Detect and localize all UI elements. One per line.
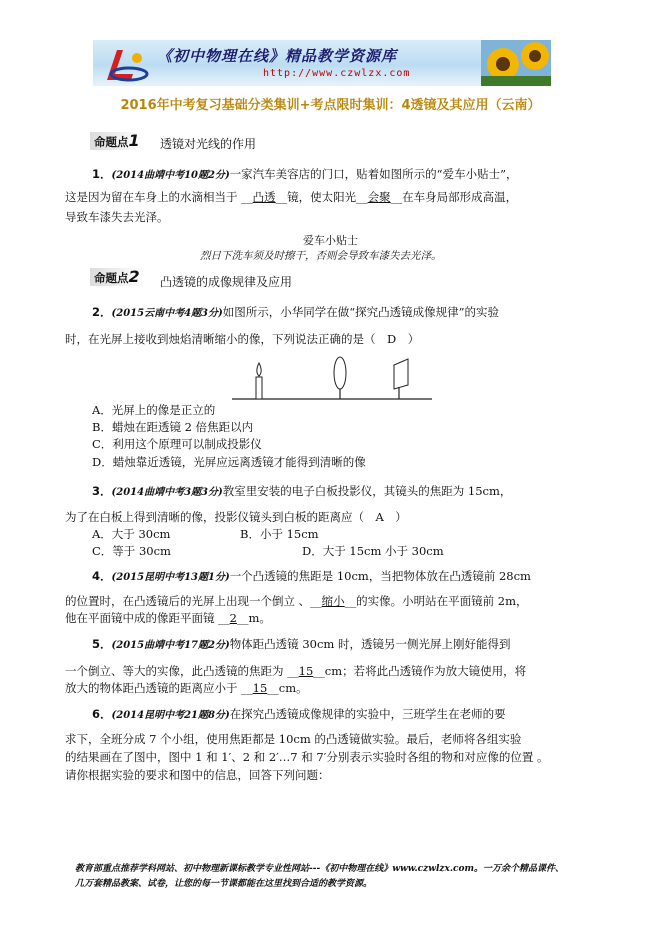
question-5-line-2 xyxy=(65,662,526,680)
question-source: (2015云南中考4题3分) xyxy=(111,308,223,319)
section-tag-number: 2 xyxy=(128,267,140,286)
question-text: 他在平面镜中成的像距平面镜 __ xyxy=(65,611,230,625)
question-text: 一个凸透镜的焦距是 10cm，当把物体放在凸透镜前 28cm xyxy=(229,569,531,583)
question-source: (2015昆明中考13题1分) xyxy=(111,572,230,583)
car-tip-title: 爱车小贴士 xyxy=(303,234,358,247)
question-number: 5． xyxy=(92,637,112,651)
option-c: C．利用这个原理可以制成投影仪 xyxy=(92,437,262,451)
option-a: A．光屏上的像是正立的 xyxy=(92,403,216,417)
option-b: B．小于 15cm xyxy=(240,527,319,541)
question-number: 2． xyxy=(92,305,112,319)
question-3-line-2: 为了在白板上得到清晰的像，投影仪镜头到白板的距离应（ A ） xyxy=(65,510,407,524)
car-tip-text: 烈日下洗车须及时擦干，否则会导致车漆失去光泽。 xyxy=(200,250,442,262)
question-1-line-2 xyxy=(65,188,517,206)
question-1-line-1 xyxy=(92,165,517,185)
question-4-line-2 xyxy=(65,592,528,610)
question-6-line-4: 请你根据实验的要求和图中的信息，回答下列问题： xyxy=(65,768,330,782)
question-2-line-2: 时，在光屏上接收到烛焰清晰缩小的像，下列说法正确的是（ D ） xyxy=(65,332,420,346)
answer-blank: 15 xyxy=(252,681,268,695)
question-number: 6． xyxy=(92,707,112,721)
section-tag-2 xyxy=(90,268,144,286)
candle-icon xyxy=(256,363,262,399)
answer-blank: 2 xyxy=(229,611,237,625)
question-source: (2014曲靖中考3题3分) xyxy=(111,487,223,498)
answer-blank: 凸透 xyxy=(252,190,276,204)
question-1-line-3: 导致车漆失去光泽。 xyxy=(65,210,169,224)
section-heading-1: 透镜对光线的作用 xyxy=(160,137,257,151)
answer-blank: 15 xyxy=(298,664,314,678)
question-text: __镜，使太阳光__ xyxy=(275,190,368,204)
question-2-line-1 xyxy=(92,303,499,323)
question-text: 这是因为留在车身上的水滴相当于 __ xyxy=(65,190,253,204)
section-tag-1 xyxy=(90,132,144,150)
footer-line-2: 几万套精品教案、试卷，让您的每一节课都能在这里找到合适的教学资源。 xyxy=(75,879,373,889)
question-text: __的实像。小明站在平面镜前 2m， xyxy=(344,594,528,608)
light-screen-icon xyxy=(394,359,408,399)
question-source: (2014曲靖中考10题2分) xyxy=(111,170,230,181)
option-a: A．大于 30cm xyxy=(92,527,171,541)
answer-blank: 缩小 xyxy=(321,594,345,608)
question-text: 教室里安装的电子白板投影仪，其镜头的焦距为 15cm， xyxy=(222,484,512,498)
document-title: 2016年中考复习基础分类集训+考点限时集训：4透镜及其应用（云南） xyxy=(120,98,541,113)
sunflower-icon xyxy=(481,40,551,86)
question-3-line-1 xyxy=(92,482,511,502)
question-text: 的位置时，在凸透镜后的光屏上出现一个倒立 、__ xyxy=(65,594,322,608)
question-number: 3． xyxy=(92,484,112,498)
question-number: 1． xyxy=(92,167,112,181)
question-text: __在车身局部形成高温， xyxy=(390,190,518,204)
question-text: 放大的物体距凸透镜的距离应小于 __ xyxy=(65,681,253,695)
site-logo-icon xyxy=(99,44,149,84)
question-text: 一家汽车美容店的门口，贴着如图所示的“爱车小贴士”， xyxy=(229,167,518,181)
section-heading-2: 凸透镜的成像规律及应用 xyxy=(160,275,293,289)
question-6-line-1 xyxy=(92,705,506,725)
header-banner xyxy=(93,40,551,86)
page-footer xyxy=(75,862,595,892)
question-6-line-3: 的结果画在了图中，图中 1 和 1′、2 和 2′…7 和 7′分别表示实验时各组的物和对应像的位置 。 xyxy=(65,750,549,764)
question-text: 在探究凸透镜成像规律的实验中，三班学生在老师的要 xyxy=(229,707,506,721)
option-c: C．等于 30cm xyxy=(92,544,171,558)
question-text: __cm。 xyxy=(267,681,308,695)
convex-lens-icon xyxy=(334,357,346,399)
question-5-line-1 xyxy=(92,635,510,655)
question-text: 物体距凸透镜 30cm 时，透镜另一侧光屏上刚好能得到 xyxy=(229,637,511,651)
question-text: __cm；若将此凸透镜作为放大镜使用，将 xyxy=(313,664,527,678)
answer-blank: 会聚 xyxy=(367,190,391,204)
question-text: __m。 xyxy=(236,611,271,625)
option-b: B．蜡烛在距透镜 2 倍焦距以内 xyxy=(92,420,254,434)
section-tag-number: 1 xyxy=(128,131,140,150)
section-tag-prefix: 命题点 xyxy=(94,135,129,149)
lens-experiment-diagram xyxy=(232,355,432,401)
option-d: D．蜡烛靠近透镜，光屏应远离透镜才能得到清晰的像 xyxy=(92,455,366,469)
footer-line-1: 教育部重点推荐学科网站、初中物理新课标教学专业性网站---《初中物理在线》www.czwlzx.com。一万余个精品课件、 xyxy=(75,864,565,874)
question-4-line-3 xyxy=(65,609,271,627)
question-source: (2015曲靖中考17题2分) xyxy=(111,640,230,651)
question-text: 一个倒立、等大的实像，此凸透镜的焦距为 __ xyxy=(65,664,299,678)
question-4-line-1 xyxy=(92,567,531,587)
question-text: 如图所示，小华同学在做“探究凸透镜成像规律”的实验 xyxy=(222,305,499,319)
question-source: (2014昆明中考21题8分) xyxy=(111,710,230,721)
banner-url[interactable]: http://www.czwlzx.com xyxy=(263,68,411,79)
question-number: 4． xyxy=(92,569,112,583)
question-5-line-3 xyxy=(65,679,308,697)
banner-title: 《初中物理在线》精品教学资源库 xyxy=(157,47,398,65)
question-6-line-2: 求下，全班分成 7 个小组，使用焦距都是 10cm 的凸透镜做实验。最后，老师将各组实验 xyxy=(65,732,522,746)
section-tag-prefix: 命题点 xyxy=(94,271,129,285)
option-d: D．大于 15cm 小于 30cm xyxy=(302,544,444,558)
